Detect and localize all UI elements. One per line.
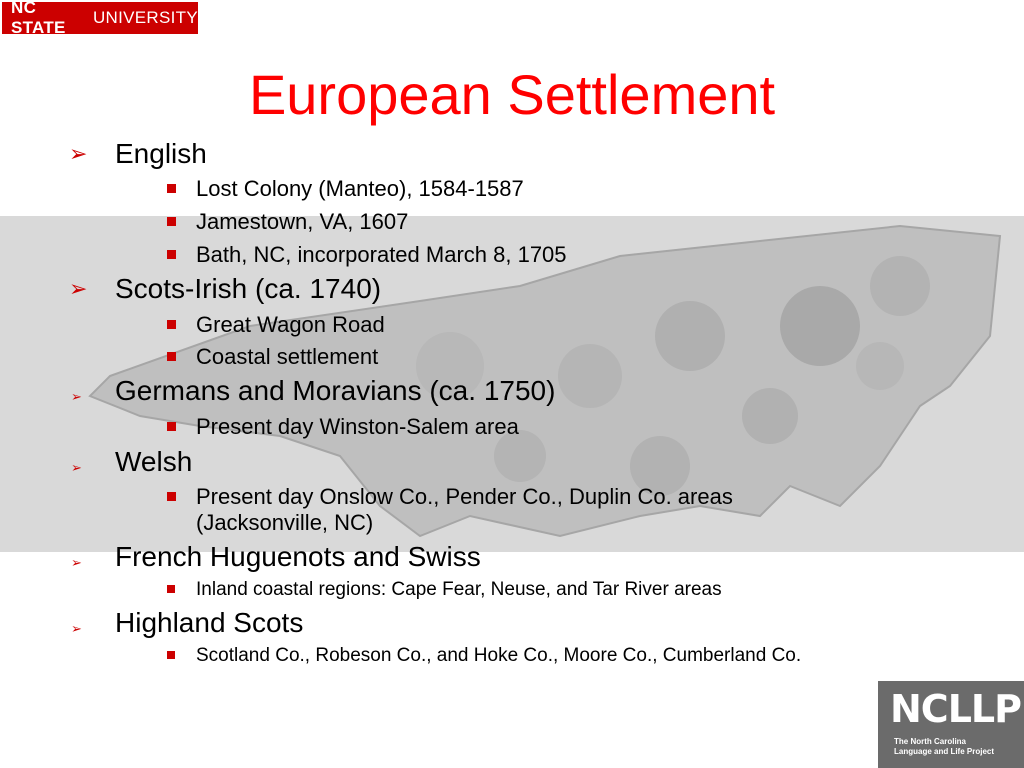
arrow-bullet-icon: ➢ [71, 389, 82, 404]
arrow-bullet-icon: ➢ [69, 141, 88, 166]
sub-item: Present day Winston-Salem area [196, 414, 519, 440]
sub-item: Scotland Co., Robeson Co., and Hoke Co., Moore Co., Cumberland Co. [196, 644, 801, 668]
arrow-bullet-icon: ➢ [69, 276, 88, 301]
ncllp-logo [878, 681, 1024, 768]
square-bullet-icon [167, 585, 175, 593]
square-bullet-icon [167, 320, 176, 329]
square-bullet-icon [167, 352, 176, 361]
sub-item: Great Wagon Road [196, 312, 385, 338]
ncllp-logo-line2: Language and Life Project [894, 747, 995, 756]
arrow-bullet-icon: ➢ [71, 555, 82, 570]
sub-item: Jamestown, VA, 1607 [196, 209, 408, 235]
square-bullet-icon [167, 217, 176, 226]
sub-item: Present day Onslow Co., Pender Co., Duplin Co. areas [196, 484, 733, 510]
square-bullet-icon [167, 492, 176, 501]
arrow-bullet-icon: ➢ [71, 621, 82, 636]
list-item-scots-irish: ➢ Scots-Irish (ca. 1740) [69, 273, 382, 304]
list-item-germans-moravians: ➢ Germans and Moravians (ca. 1750) [115, 375, 555, 407]
list-item-welsh: ➢ Welsh [115, 446, 192, 478]
logo-bold-text: NC STATE [11, 0, 66, 37]
square-bullet-icon [167, 184, 176, 193]
ncllp-logo-line1: The North Carolina [894, 737, 967, 746]
list-item-english: ➢ English [69, 138, 207, 169]
ncllp-logo-name: NCLLP [890, 687, 1021, 731]
slide-title: European Settlement [248, 63, 776, 126]
square-bullet-icon [167, 422, 176, 431]
sub-item: Bath, NC, incorporated March 8, 1705 [196, 242, 567, 268]
sub-item: Inland coastal regions: Cape Fear, Neuse, and Tar River areas [196, 578, 722, 602]
sub-item: Lost Colony (Manteo), 1584-1587 [196, 176, 524, 202]
sub-item: Coastal settlement [196, 344, 378, 370]
sub-item-continuation: (Jacksonville, NC) [196, 510, 374, 535]
square-bullet-icon [167, 651, 175, 659]
logo-rest-text: UNIVERSITY [92, 8, 198, 27]
square-bullet-icon [167, 250, 176, 259]
arrow-bullet-icon: ➢ [71, 460, 82, 475]
list-item-french-huguenots: ➢ French Huguenots and Swiss [115, 541, 481, 573]
list-item-highland-scots: ➢ Highland Scots [115, 607, 303, 639]
